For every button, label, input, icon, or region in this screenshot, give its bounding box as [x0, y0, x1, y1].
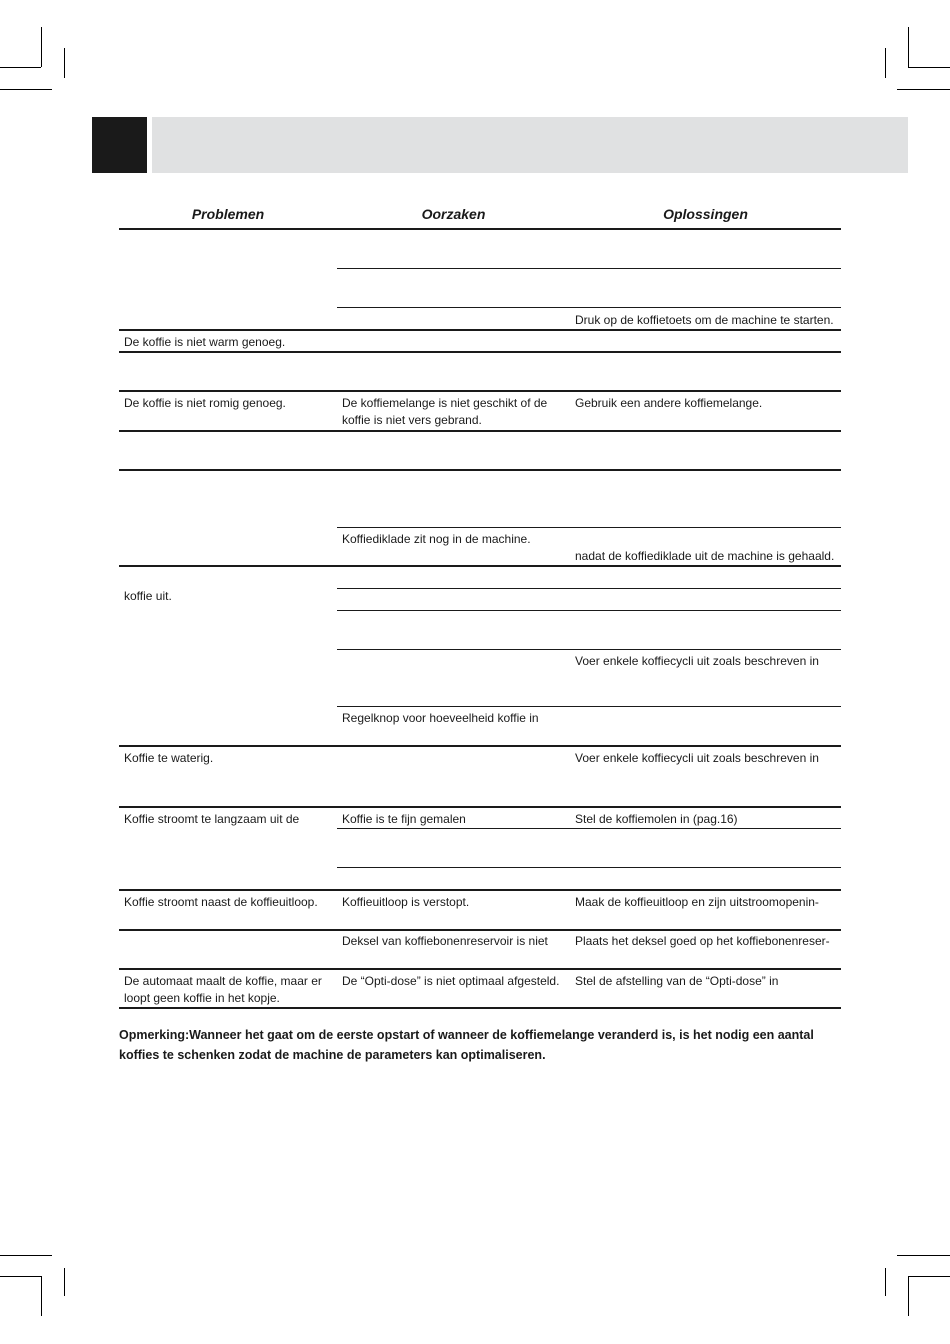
- table-cell-r8-sol: Maak de koffieuitloop en zijn uitstroomopenin-: [575, 895, 819, 909]
- table-cell-r5-prob: koffie uit.: [124, 589, 172, 603]
- table-row-rule: [119, 565, 841, 567]
- crop-mark: [908, 67, 950, 68]
- crop-mark: [908, 1276, 950, 1277]
- crop-mark: [0, 1255, 52, 1256]
- table-row-rule: [119, 351, 841, 353]
- table-rule: [337, 588, 841, 589]
- table-rule: [337, 867, 841, 868]
- crop-mark: [885, 48, 886, 78]
- crop-mark: [64, 48, 65, 78]
- table-cell-r9-sol: Plaats het deksel goed op het koffiebonenreser-: [575, 934, 830, 948]
- crop-mark: [0, 1276, 41, 1277]
- crop-mark: [885, 1268, 886, 1296]
- table-cell-r3-cause: De koffiemelange is niet geschikt of de koffie is niet vers gebrand.: [342, 396, 548, 427]
- section-marker: [92, 117, 147, 173]
- header-bar: [152, 117, 908, 173]
- table-cell-r4-sol: nadat de koffiediklade uit de machine is gehaald.: [575, 549, 835, 563]
- table-cell-r10-prob: De automaat maalt de koffie, maar er loopt geen koffie in het kopje.: [124, 974, 322, 1005]
- crop-mark: [908, 27, 909, 67]
- table-row-rule: [119, 329, 841, 331]
- table-cell-r7-sol: Stel de koffiemolen in (pag.16): [575, 812, 738, 826]
- note-text: Opmerking:Wanneer het gaat om de eerste opstart of wanneer de koffiemelange veranderd is, is het nodig een aantal koffies te schenken zodat de machine de parameters kan optimaliseren.: [119, 1028, 814, 1062]
- table-cell-r5-cause2: Regelknop voor hoeveelheid koffie in: [342, 711, 539, 725]
- table-row-rule: [119, 390, 841, 392]
- table-row-rule: [119, 806, 841, 808]
- table-cell-r2-prob: De koffie is niet warm genoeg.: [124, 335, 286, 349]
- crop-mark: [41, 1276, 42, 1316]
- crop-mark: [897, 89, 950, 90]
- table-rule: [337, 610, 841, 611]
- table-cell-r6-prob: Koffie te waterig.: [124, 751, 214, 765]
- crop-mark: [897, 1255, 950, 1256]
- table-row-rule: [119, 469, 841, 471]
- table-header-rule: [119, 228, 841, 230]
- table-rule: [337, 307, 841, 308]
- table-cell-r10-sol: Stel de afstelling van de “Opti-dose” in: [575, 974, 779, 988]
- crop-mark: [64, 1268, 65, 1296]
- crop-mark: [908, 1276, 909, 1316]
- crop-mark: [41, 27, 42, 67]
- table-bottom-rule: [119, 1007, 841, 1009]
- crop-mark: [0, 67, 41, 68]
- table-rule: [337, 828, 841, 829]
- table-rule: [337, 706, 841, 707]
- crop-mark: [0, 89, 52, 90]
- table-cell-r3-sol: Gebruik een andere koffiemelange.: [575, 396, 763, 410]
- column-header-solutions: Oplossingen: [663, 206, 748, 222]
- table-rule: [337, 649, 841, 650]
- table-cell-r8-prob: Koffie stroomt naast de koffieuitloop.: [124, 895, 318, 909]
- table-row-rule: [119, 889, 841, 891]
- table-cell-r4-cause: Koffiediklade zit nog in de machine.: [342, 532, 531, 546]
- table-cell-r3-prob: De koffie is niet romig genoeg.: [124, 396, 286, 410]
- table-cell-r7-prob: Koffie stroomt te langzaam uit de: [124, 812, 300, 826]
- table-cell-r6-sol: Voer enkele koffiecycli uit zoals beschreven in: [575, 751, 819, 765]
- table-cell-r7-cause: Koffie is te fijn gemalen: [342, 812, 466, 826]
- table-cell-r5-sol: Voer enkele koffiecycli uit zoals beschreven in: [575, 654, 819, 668]
- table-row-rule: [119, 745, 841, 747]
- column-header-causes: Oorzaken: [421, 206, 486, 222]
- table-row-rule: [119, 929, 841, 931]
- table-cell-r10-cause: De “Opti-dose” is niet optimaal afgesteld.: [342, 974, 560, 988]
- table-cell-r9-cause: Deksel van koffiebonenreservoir is niet: [342, 934, 548, 948]
- table-rule: [337, 527, 841, 528]
- table-row-rule: [119, 430, 841, 432]
- table-row-rule: [119, 968, 841, 970]
- table-cell-r8-cause: Koffieuitloop is verstopt.: [342, 895, 470, 909]
- table-cell-r1-sol: Druk op de koffietoets om de machine te starten.: [575, 313, 834, 327]
- table-rule: [337, 268, 841, 269]
- column-header-problems: Problemen: [191, 206, 265, 222]
